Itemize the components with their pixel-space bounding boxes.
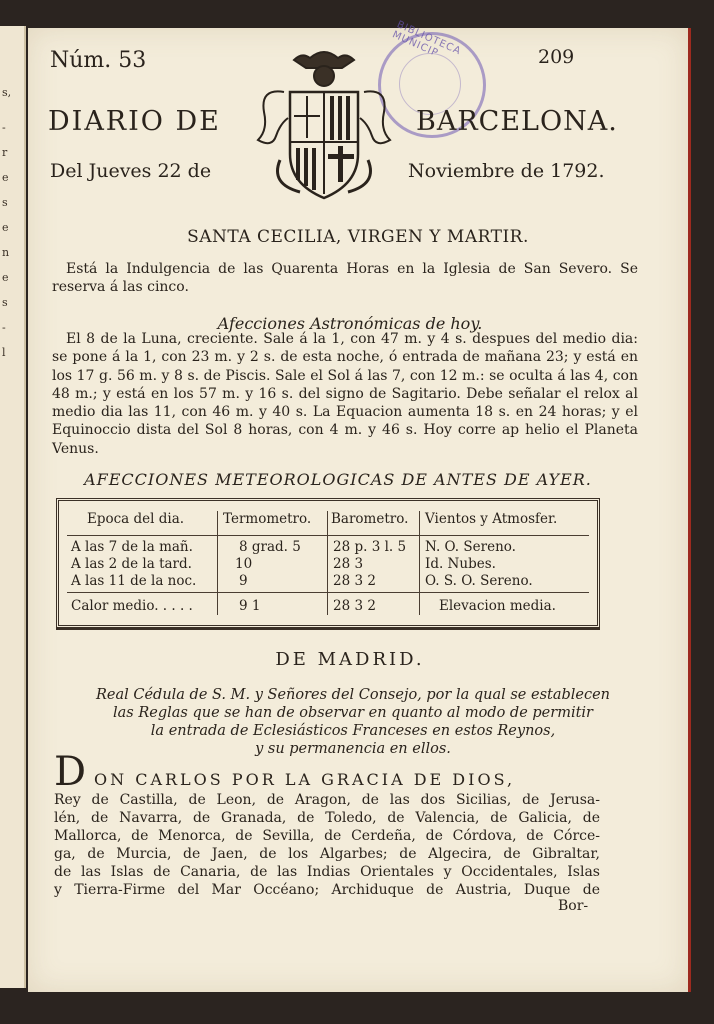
left-fragment: -	[2, 321, 6, 334]
cedula-line: la entrada de Eclesiásticos Franceses en estos Reynos,	[150, 723, 556, 739]
left-fragment: s	[2, 196, 8, 209]
catchword: Bor-	[558, 898, 589, 914]
cedula-line: y su permanencia en ellos.	[255, 741, 451, 757]
table-header: Vientos y Atmosfer.	[425, 511, 558, 527]
decree-line: Mallorca, de Menorca, de Sevilla, de Cerdeña, de Córdova, de Córce-	[54, 828, 600, 844]
table-cell: Id. Nubes.	[425, 556, 496, 572]
drop-cap: D	[54, 749, 87, 795]
left-fragment: e	[2, 171, 9, 184]
madrid-heading: DE MADRID.	[275, 649, 425, 670]
table-cell: A las 11 de la noc.	[71, 573, 197, 589]
barcelona-coat-of-arms-icon	[250, 44, 398, 206]
astro-heading: Afecciones Astronómicas de hoy.	[217, 314, 483, 333]
left-fragment: e	[2, 271, 9, 284]
table-cell: 28 3	[333, 556, 364, 572]
left-page-edge	[0, 26, 26, 988]
decree-line: y Tierra-Firme del Mar Occéano; Archiduque de Austria, Duque de	[54, 882, 600, 898]
left-fragment: n	[2, 246, 10, 259]
issue-number: Núm. 53	[50, 48, 147, 73]
left-fragment: s	[2, 296, 8, 309]
table-summary-cell: Calor medio. . . . .	[71, 598, 193, 614]
table-cell: O. S. O. Sereno.	[425, 573, 533, 589]
left-fragment: -	[2, 121, 6, 134]
date-left: Del Jueves 22 de	[50, 160, 212, 182]
table-divider	[217, 511, 218, 615]
newspaper-page	[28, 19, 691, 992]
table-summary-cell: Elevacion media.	[439, 598, 556, 614]
meteo-heading: AFECCIONES METEOROLOGICAS DE ANTES DE AYER.	[84, 470, 592, 489]
table-cell: 28 p. 3 l. 5	[333, 539, 407, 555]
masthead-title-left: DIARIO DE	[48, 106, 221, 137]
page-number: 209	[538, 46, 575, 68]
table-rule	[67, 592, 589, 593]
table-cell: 10	[235, 556, 253, 572]
table-cell: N. O. Sereno.	[425, 539, 516, 555]
table-header: Barometro.	[331, 511, 409, 527]
table-summary-cell: 9 1	[239, 598, 261, 614]
cedula-line: las Reglas que se han de observar en quanto al modo de permitir	[113, 705, 593, 721]
table-summary-cell: 28 3 2	[333, 598, 376, 614]
stamp-text: BIBLIOTECA MUNICIP	[390, 19, 463, 60]
table-divider	[327, 511, 328, 615]
decree-line: Rey de Castilla, de Leon, de Aragon, de las dos Sicilias, de Jerusa-	[54, 792, 600, 808]
table-rule	[67, 535, 589, 536]
left-fragment: l	[2, 346, 6, 359]
saint-of-day: SANTA CECILIA, VIRGEN Y MARTIR.	[187, 227, 529, 247]
date-right: Noviembre de 1792.	[408, 160, 605, 182]
decree-line: de las Islas de Canaria, de las Indias Orientales y Occidentales, Islas	[54, 864, 600, 880]
decree-line: ga, de Murcia, de Jaen, de los Algarbes; de Algecira, de Gibraltar,	[54, 846, 600, 862]
indulgence-notice: Está la Indulgencia de las Quarenta Horas en la Iglesia de San Severo. Se reserva á las cinco.	[52, 261, 638, 295]
cedula-line: Real Cédula de S. M. y Señores del Consejo, por la qual se establecen	[95, 687, 611, 703]
left-fragment: r	[2, 146, 8, 159]
table-header: Epoca del dia.	[87, 511, 185, 527]
table-bottom-rule	[56, 627, 600, 630]
decree-line: lén, de Navarra, de Granada, de Toledo, de Valencia, de Galicia, de	[54, 810, 600, 826]
astro-paragraph: El 8 de la Luna, creciente. Sale á la 1, con 47 m. y 4 s. despues del medio dia: se pone á la 1, con 23 m. y 2 s. de esta noche, ó entrada de mañana 23; y está en los 17 g. 56 m. y 8 s. de Piscis. Sale el Sol á las 7, con 12 m.: se oculta á las 4, con 48 m.; y está en los 57 m. y 16 s. del signo de Sagitario. Debe señalar el relox al medio dia las 11, con 46 m. y 40 s. La Equacion aumenta 18 s. en 24 horas; y el Equinoccio dista del Sol 8 horas, con 4 m. y 46 s. Hoy corre ap helio el Planeta Venus.	[52, 331, 638, 457]
table-cell: A las 7 de la mañ.	[71, 539, 193, 555]
table-cell: 28 3 2	[333, 573, 376, 589]
left-fragment: e	[2, 221, 9, 234]
left-fragment: s,	[2, 86, 12, 99]
table-cell: A las 2 de la tard.	[71, 556, 192, 572]
table-cell: 8 grad. 5	[239, 539, 301, 555]
decree-opening: ON CARLOS POR LA GRACIA DE DIOS,	[94, 770, 516, 789]
masthead-title-right: BARCELONA.	[416, 106, 618, 137]
table-divider	[419, 511, 420, 615]
table-cell: 9	[239, 573, 248, 589]
weather-table	[56, 498, 600, 628]
table-header: Termometro.	[223, 511, 312, 527]
